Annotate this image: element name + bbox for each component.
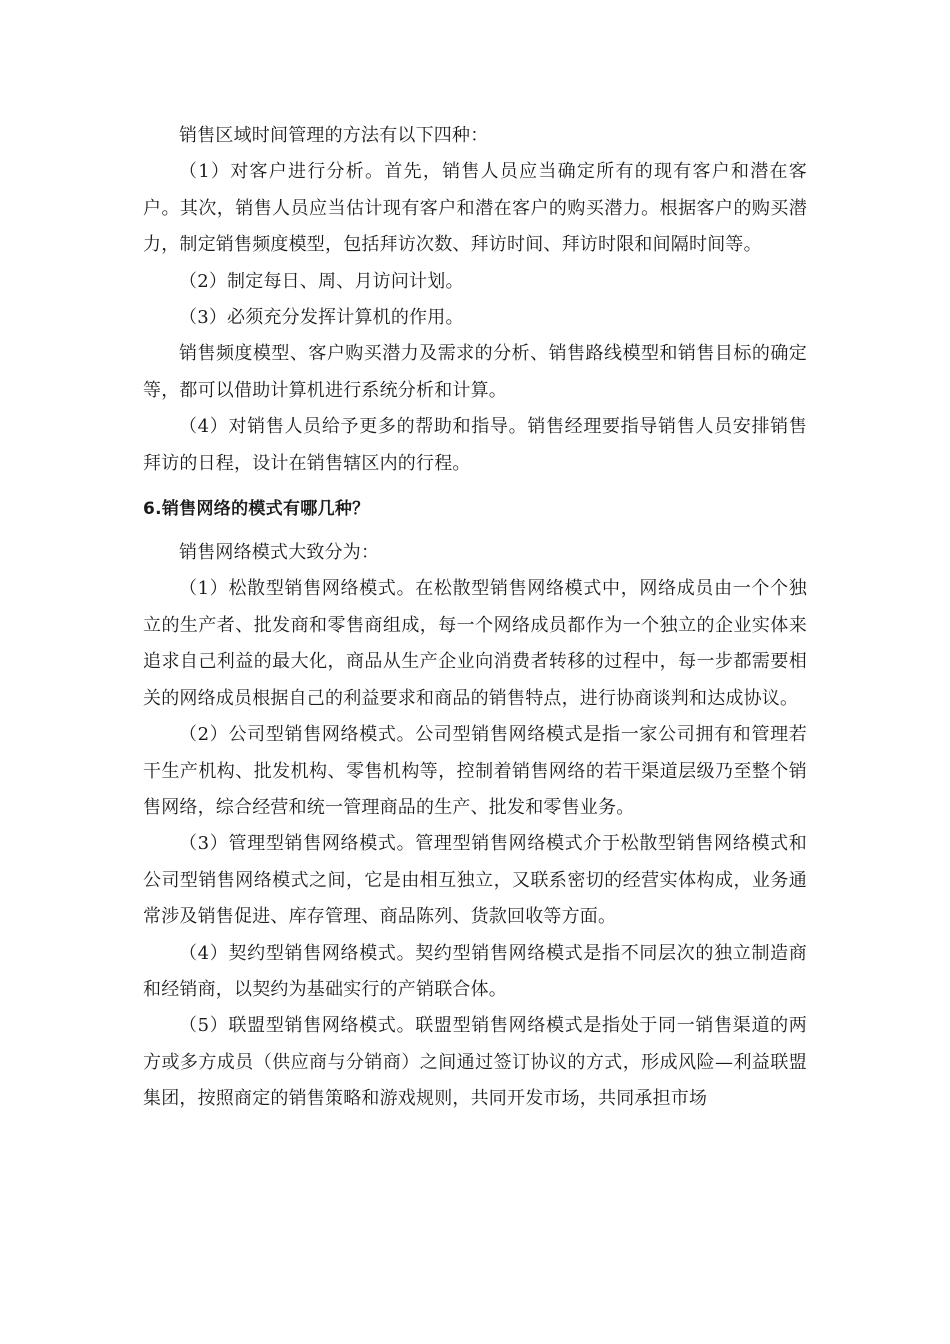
time-management-item-4: （4）对销售人员给予更多的帮助和指导。销售经理要指导销售人员安排销售拜访的日程，设计在销售辖区内的行程。 — [143, 416, 807, 474]
sales-network-item-5: （5）联盟型销售网络模式。联盟型销售网络模式是指处于同一销售渠道的两方或多方成员（供应商与分销商）之间通过签订协议的方式，形成风险—利益联盟集团，按照商定的销售策略和游戏规则，共同开发市场，共同承担市场 — [143, 1015, 807, 1110]
time-management-item-1: （1）对客户进行分析。首先，销售人员应当确定所有的现有客户和潜在客户。其次，销售人员应当估计现有客户和潜在客户的购买潜力。根据客户的购买潜力，制定销售频度模型，包括拜访次数、拜访时间、拜访时限和间隔时间等。 — [143, 161, 807, 256]
sales-network-item-2: （2）公司型销售网络模式。公司型销售网络模式是指一家公司拥有和管理若干生产机构、批发机构、零售机构等，控制着销售网络的若干渠道层级乃至整个销售网络，综合经营和统一管理商品的生产、批发和零售业务。 — [143, 724, 807, 818]
section-heading-sales-network: 6.销售网络的模式有哪几种？ — [143, 499, 370, 520]
sales-network-item-3: （3）管理型销售网络模式。管理型销售网络模式介于松散型销售网络模式和公司型销售网络模式之间，它是由相互独立，又联系密切的经营实体构成，业务通常涉及销售促进、库存管理、商品陈列、货款回收等方面。 — [143, 833, 807, 928]
sales-network-item-4: （4）契约型销售网络模式。契约型销售网络模式是指不同层次的独立制造商和经销商，以契约为基础实行的产销联合体。 — [143, 942, 807, 1000]
time-management-item-3: （3）必须充分发挥计算机的作用。 — [179, 307, 464, 329]
time-management-item-2: （2）制定每日、周、月访问计划。 — [179, 270, 464, 292]
sales-network-intro: 销售网络模式大致分为： — [179, 542, 380, 564]
time-management-item-3-detail: 销售频度模型、客户购买潜力及需求的分析、销售路线模型和销售目标的确定等，都可以借助计算机进行系统分析和计算。 — [143, 343, 807, 401]
time-management-intro: 销售区域时间管理的方法有以下四种： — [179, 125, 489, 146]
document-page — [143, 118, 807, 1118]
sales-network-item-1: （1）松散型销售网络模式。在松散型销售网络模式中，网络成员由一个个独立的生产者、批发商和零售商组成，每一个网络成员都作为一个独立的企业实体来追求自己利益的最大化，商品从生产企业向消费者转移的过程中，每一步都需要相关的网络成员根据自己的利益要求和商品的销售特点，进行协商谈判和达成协议。 — [143, 578, 807, 709]
